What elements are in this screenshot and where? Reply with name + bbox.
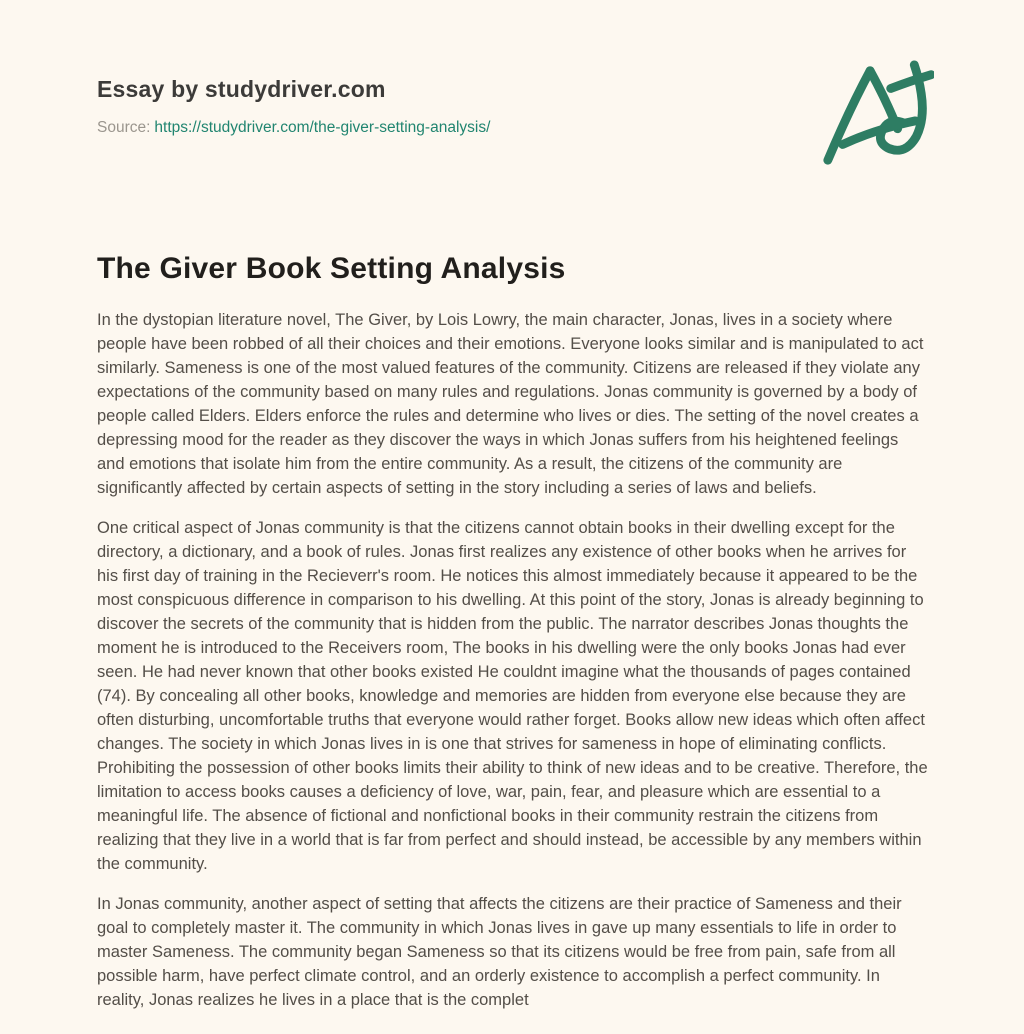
brand-byline: Essay by studydriver.com [97, 76, 386, 102]
article-title: The Giver Book Setting Analysis [97, 252, 566, 285]
brand-header [97, 76, 490, 137]
essay-paragraph: In Jonas community, another aspect of setting that affects the citizens are their practice of Sameness and their goal to completely master it. The community in which Jonas lives in gave up many essentials to life in order to master Sameness. The community began Sameness so that its citizens would be free from pain, safe from all possible harm, have perfect climate control, and an orderly existence to accomplish a perfect community. In reality, Jonas realizes he lives in a place that is the complet [97, 895, 902, 1009]
essay-paragraph: In the dystopian literature novel, The Giver, by Lois Lowry, the main character, Jonas, lives in a society where people have been robbed of all their choices and their emotions. Everyone looks similar and is manipulated to act similarly. Sameness is one of the most valued features of the community. Citizens are released if they violate any expectations of the community based on many rules and regulations. Jonas community is governed by a body of people called Elders. Elders enforce the rules and determine who lives or dies. The setting of the novel creates a depressing mood for the reader as they discover the ways in which Jonas suffers from his heightened feelings and emotions that isolate him from the entire community. As a result, the citizens of the community are significantly affected by certain aspects of setting in the story including a series of laws and beliefs. [97, 311, 924, 497]
essay-body [97, 308, 928, 1028]
source-line [97, 119, 490, 137]
page-content [97, 0, 928, 1034]
a-plus-logo-icon [816, 58, 934, 171]
essay-paragraph: One critical aspect of Jonas community is that the citizens cannot obtain books in their dwelling except for the directory, a dictionary, and a book of rules. Jonas first realizes any existence of other books when he arrives for his first day of training in the Recieverr's room. He notices this almost immediately because it appeared to be the most conspicuous difference in comparison to his dwelling. At this point of the story, Jonas is already beginning to discover the secrets of the community that is hidden from the public. The narrator describes Jonas thoughts the moment he is introduced to the Receivers room, The books in his dwelling were the only books Jonas had ever seen. He had never known that other books existed He couldnt imagine what the thousands of pages contained (74). By concealing all other books, knowledge and memories are hidden from everyone else because they are often disturbing, uncomfortable truths that everyone would rather forget. Books allow new ideas which often affect changes. The society in which Jonas lives in is one that strives for sameness in hope of eliminating conflicts. Prohibiting the possession of other books limits their ability to think of new ideas and to be creative. Therefore, the limitation to access books causes a deficiency of love, war, pain, fear, and pleasure which are essential to a meaningful life. The absence of fictional and nonfictional books in their community restrain the citizens from realizing that they live in a world that is far from perfect and should instead, be accessible by any members within the community. [97, 519, 928, 873]
source-label: Source: [97, 119, 151, 136]
source-link[interactable]: https://studydriver.com/the-giver-setting-analysis/ [154, 119, 491, 136]
